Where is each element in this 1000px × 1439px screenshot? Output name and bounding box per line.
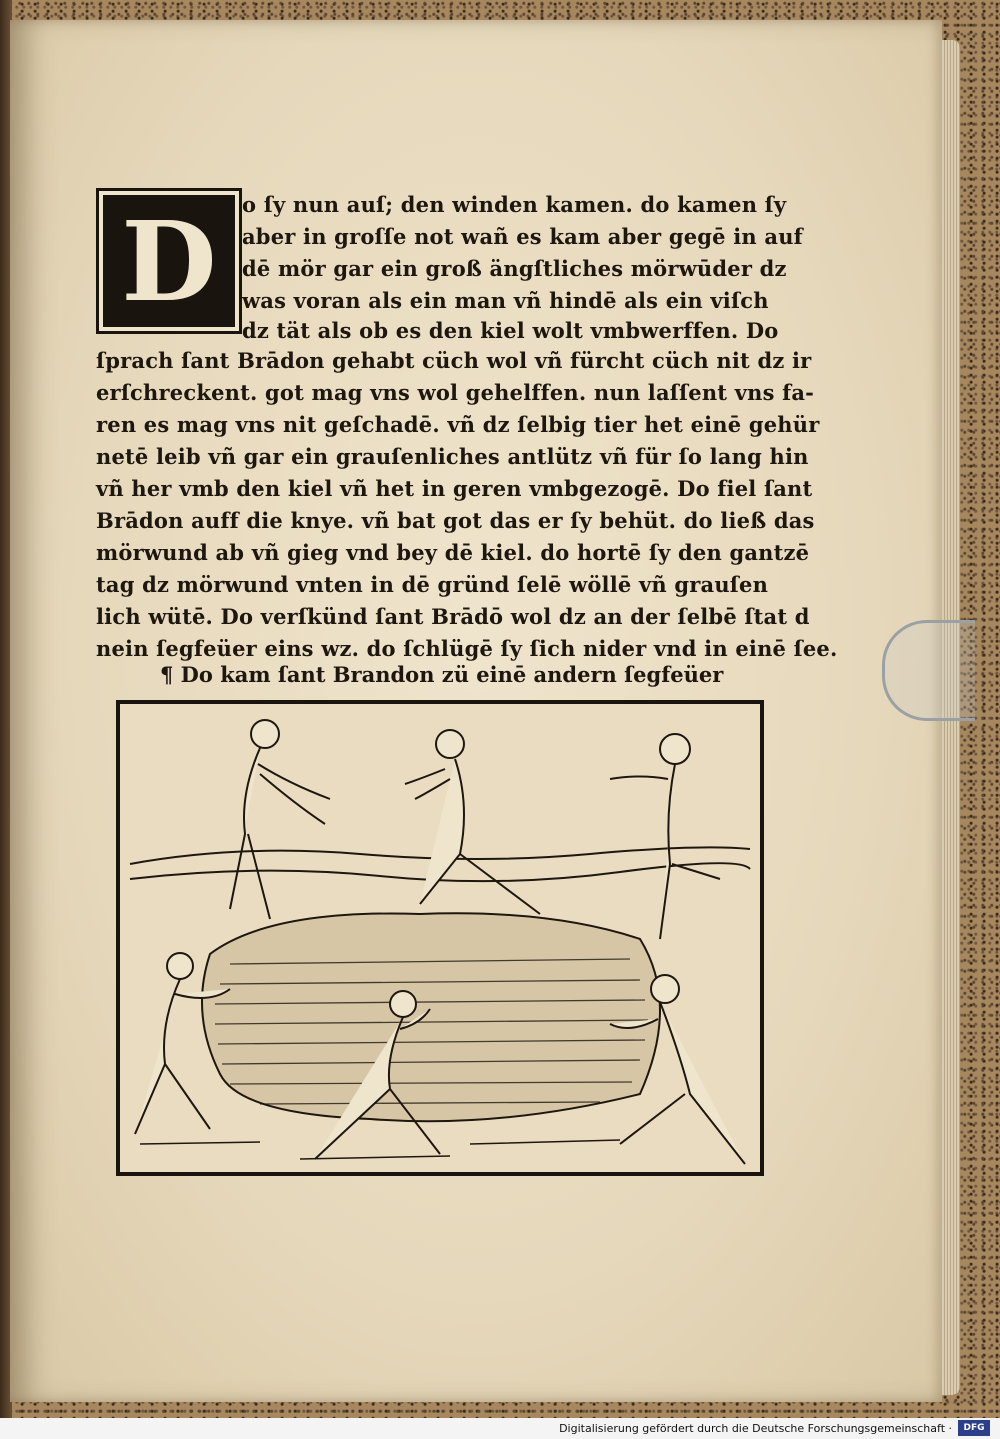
text-line-8: ren es mag vns nit geſchadē. vñ dz ſelbig tier het einē gehür bbox=[96, 412, 820, 437]
text-line-7: erſchreckent. got mag vns wol gehelffen. nun laſſent vns fa- bbox=[96, 380, 815, 405]
text-line-10: vñ her vmb den kiel vñ het in geren vmbgezogē. Do fiel ſant bbox=[96, 476, 813, 501]
page-clip bbox=[882, 620, 975, 721]
text-line-5: dz tät als ob es den kiel wolt vmbwerffen. Do bbox=[242, 318, 779, 343]
text-line-13: tag dz mörwund vnten in dē gründ ſelē wöllē vñ grauſen bbox=[96, 572, 769, 597]
rock-island bbox=[202, 913, 660, 1121]
ground-hatching bbox=[140, 1140, 620, 1159]
text-line-12: mörwund ab vñ gieg vnd bey dē kiel. do hortē ſy den gantzē bbox=[96, 540, 810, 565]
woodcut-drawing bbox=[120, 704, 760, 1172]
figure-top-left bbox=[230, 720, 330, 919]
figure-top-center bbox=[405, 730, 540, 914]
text-line-4: was voran als ein man vñ hindē als ein viſch bbox=[242, 288, 769, 313]
text-line-14: lich wütē. Do verſkünd ſant Brādō wol dz an der ſelbē ſtat d bbox=[96, 604, 810, 629]
text-line-15: nein ſegfeüer eins wz. do ſchlügē ſy ſich nider vnd in einē ſee. bbox=[96, 636, 838, 661]
illustration-caption: ¶ Do kam ſant Brandon zü einē andern ſegfeüer bbox=[160, 662, 724, 687]
figure-top-right bbox=[610, 734, 720, 939]
dfg-logo: DFG bbox=[958, 1420, 990, 1436]
text-line-2: aber in groſſe not wañ es kam aber gegē in auf bbox=[242, 224, 803, 249]
text-line-1: o ſy nun auſ; den winden kamen. do kamen ſy bbox=[242, 192, 787, 217]
funding-credit: Digitalisierung gefördert durch die Deutsche Forschungsgemeinschaft · bbox=[559, 1422, 952, 1435]
text-line-9: netē leib vñ gar ein grauſenliches antlütz vñ für ſo lang hin bbox=[96, 444, 809, 469]
text-line-6: ſprach ſant Brādon gehabt cüch wol vñ fürcht cüch nit dz ir bbox=[96, 348, 812, 373]
woodcut-illustration bbox=[116, 700, 764, 1176]
decorated-initial: D bbox=[96, 188, 242, 334]
text-line-3: dē mör gar ein groß ängſtliches mörwūder dz bbox=[242, 256, 787, 281]
text-line-11: Brādon auff die knye. vñ bat got das er ſy behüt. do ließ das bbox=[96, 508, 815, 533]
